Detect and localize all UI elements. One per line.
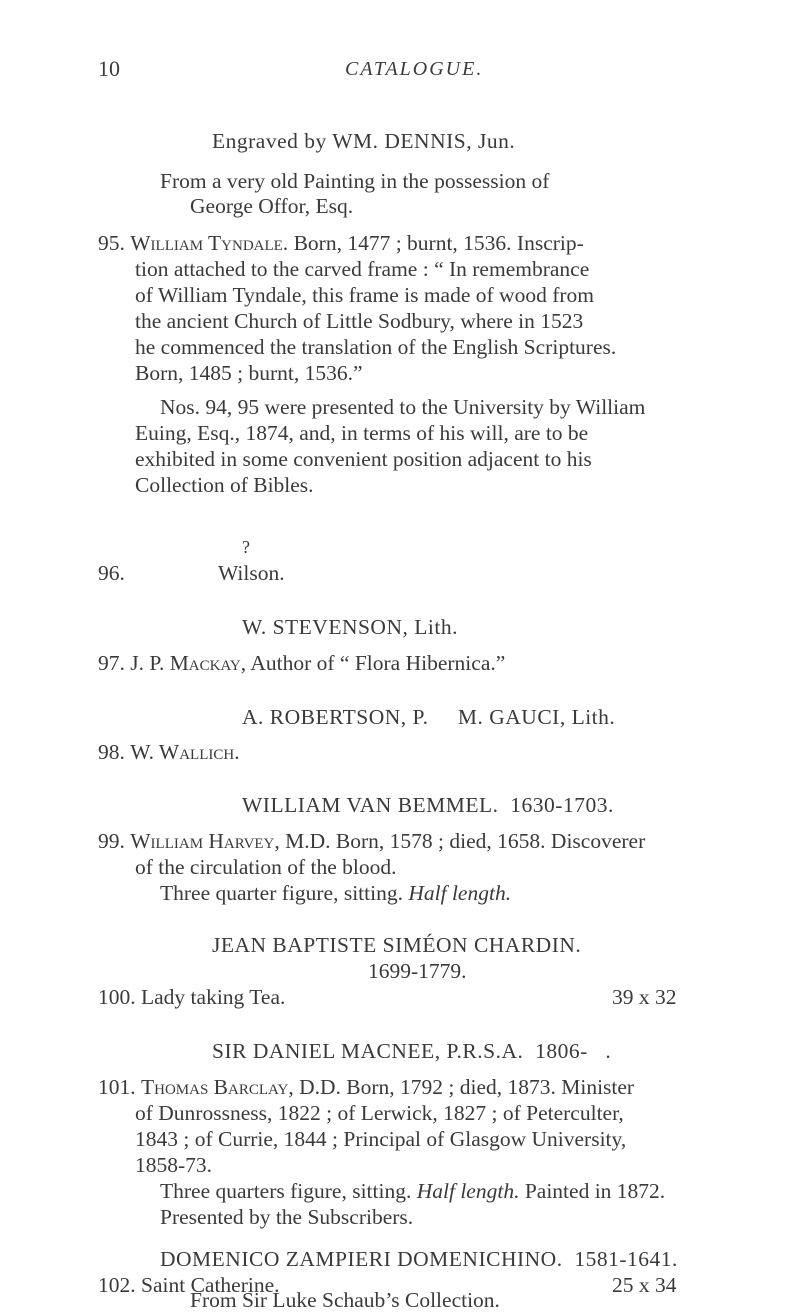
entry-line: 1843 ; of Currie, 1844 ; Principal of Glasgow University, bbox=[135, 1127, 627, 1151]
entry-99 bbox=[98, 828, 645, 854]
artist-heading: W. STEVENSON, Lith. bbox=[242, 615, 458, 639]
entry-number: 97. bbox=[98, 651, 125, 675]
entry-95 bbox=[98, 230, 584, 256]
description-tail: Painted in 1872. bbox=[524, 1179, 666, 1203]
artist-dates: 1699-1779. bbox=[368, 959, 467, 983]
entry-number: 99. bbox=[98, 829, 125, 853]
entry-line: tion attached to the carved frame : “ In remembrance bbox=[135, 257, 590, 281]
entry-number: 95. bbox=[98, 231, 125, 255]
note-line: Euing, Esq., 1874, and, in terms of his will, are to be bbox=[135, 421, 589, 445]
painting-size: 25 x 34 bbox=[612, 1273, 677, 1297]
artist-heading: DOMENICO ZAMPIERI DOMENICHINO. 1581-1641. bbox=[160, 1247, 678, 1271]
description-text: Three quarters figure, sitting. bbox=[160, 1179, 412, 1203]
artist-heading: SIR DANIEL MACNEE, P.R.S.A. 1806- . bbox=[212, 1039, 612, 1063]
entry-description bbox=[160, 880, 511, 906]
entry-line: the ancient Church of Little Sodbury, where in 1523 bbox=[135, 309, 584, 333]
entry-line: of the circulation of the blood. bbox=[135, 855, 397, 879]
entry-line: of William Tyndale, this frame is made of wood from bbox=[135, 283, 594, 307]
sitter-name: Wilson. bbox=[218, 561, 285, 585]
presented-note: Presented by the Subscribers. bbox=[160, 1205, 414, 1229]
page-number: 10 bbox=[98, 56, 120, 81]
note-line: Collection of Bibles. bbox=[135, 473, 314, 497]
entry-text: Born, 1477 ; burnt, 1536. Inscrip- bbox=[293, 231, 584, 255]
description-italic: Half length. bbox=[408, 881, 512, 905]
artist-heading: Engraved by WM. DENNIS, Jun. bbox=[212, 129, 516, 153]
artist-unknown: ? bbox=[242, 537, 250, 557]
entry-line: of Dunrossness, 1822 ; of Lerwick, 1827 ; of Peterculter, bbox=[135, 1101, 624, 1125]
note-line: Nos. 94, 95 were presented to the University by William bbox=[160, 395, 646, 419]
entry-line: From a very old Painting in the possession of bbox=[160, 169, 550, 193]
entry-line: 1858-73. bbox=[135, 1153, 213, 1177]
artist-heading: JEAN BAPTISTE SIMÉON CHARDIN. bbox=[212, 933, 582, 957]
entry-number: 101. bbox=[98, 1075, 136, 1099]
entry-text: Author of “ Flora Hibernica.” bbox=[250, 651, 506, 675]
entry-line: George Offor, Esq. bbox=[190, 194, 354, 218]
entry-101 bbox=[98, 1074, 634, 1100]
entry-97 bbox=[98, 650, 505, 676]
sitter-name: Thomas Barclay, D.D. bbox=[141, 1075, 341, 1099]
painting-size: 39 x 32 bbox=[612, 985, 677, 1009]
entry-number: 102. bbox=[98, 1273, 136, 1297]
painting-title: Saint Catherine. bbox=[141, 1273, 280, 1297]
entry-100 bbox=[98, 984, 285, 1010]
description-italic: Half length. bbox=[416, 1179, 520, 1203]
entry-98 bbox=[98, 739, 240, 765]
entry-text: Born, 1578 ; died, 1658. Discoverer bbox=[335, 829, 646, 853]
note-line: exhibited in some convenient position adjacent to his bbox=[135, 447, 592, 471]
entry-number: 96. bbox=[98, 561, 125, 585]
provenance-note: From Sir Luke Schaub’s Collection. bbox=[190, 1288, 500, 1312]
description-text: Three quarter figure, sitting. bbox=[160, 881, 403, 905]
sitter-name: W. Wallich. bbox=[130, 740, 240, 764]
entry-line: Born, 1485 ; burnt, 1536.” bbox=[135, 361, 363, 385]
artist-heading: WILLIAM VAN BEMMEL. 1630-1703. bbox=[242, 793, 614, 817]
sitter-name: William Harvey, M.D. bbox=[130, 829, 331, 853]
sitter-name: J. P. Mackay, bbox=[130, 651, 247, 675]
entry-description bbox=[160, 1178, 665, 1204]
sitter-name: William Tyndale. bbox=[130, 231, 289, 255]
entry-line: he commenced the translation of the English Scriptures. bbox=[135, 335, 617, 359]
painting-title: Lady taking Tea. bbox=[141, 985, 286, 1009]
entry-number: 100. bbox=[98, 985, 136, 1009]
entry-text: Born, 1792 ; died, 1873. Minister bbox=[346, 1075, 635, 1099]
entry-number: 98. bbox=[98, 740, 125, 764]
artist-heading: A. ROBERTSON, P. M. GAUCI, Lith. bbox=[242, 705, 616, 729]
running-title: CATALOGUE. bbox=[345, 58, 484, 80]
